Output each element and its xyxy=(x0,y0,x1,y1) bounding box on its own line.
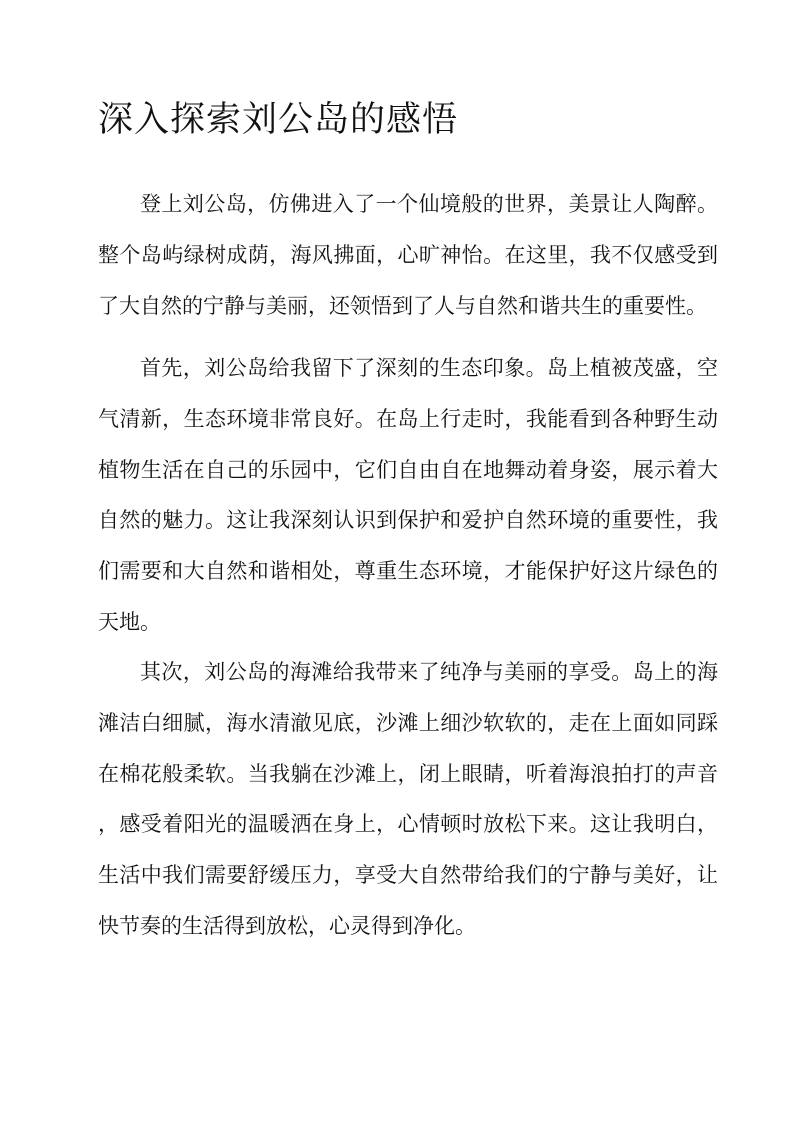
text-line: 生活中我们需要舒缓压力，享受大自然带给我们的宁静与美好，让 xyxy=(98,863,718,888)
text-line: ，感受着阳光的温暖洒在身上，心情顿时放松下来。这让我明白， xyxy=(98,812,718,837)
text-line: 天地。 xyxy=(98,609,161,634)
text-line: 快节奏的生活得到放松，心灵得到净化。 xyxy=(98,913,476,938)
text-line: 植物生活在自己的乐园中，它们自由自在地舞动着身姿，展示着大 xyxy=(98,457,718,482)
text-line: 整个岛屿绿树成荫，海风拂面，心旷神怡。在这里，我不仅感受到 xyxy=(98,242,718,267)
text-line: 滩洁白细腻，海水清澈见底，沙滩上细沙软软的，走在上面如同踩 xyxy=(98,710,718,735)
text-line: 登上刘公岛，仿佛进入了一个仙境般的世界，美景让人陶醉。 xyxy=(140,192,718,216)
document-title: 深入探索刘公岛的感悟 xyxy=(98,100,459,140)
text-line: 自然的魅力。这让我深刻认识到保护和爱护自然环境的重要性，我 xyxy=(98,508,718,533)
paragraph-1 xyxy=(98,186,718,338)
paragraph-3 xyxy=(98,654,718,959)
text-line: 首先，刘公岛给我留下了深刻的生态印象。岛上植被茂盛，空 xyxy=(140,356,718,380)
paragraph-2 xyxy=(98,350,718,655)
text-line: 了大自然的宁静与美丽，还领悟到了人与自然和谐共生的重要性。 xyxy=(98,293,707,318)
text-line: 在棉花般柔软。当我躺在沙滩上，闭上眼睛，听着海浪拍打的声音 xyxy=(98,761,718,786)
text-line: 们需要和大自然和谐相处，尊重生态环境，才能保护好这片绿色的 xyxy=(98,559,718,584)
text-line: 气清新，生态环境非常良好。在岛上行走时，我能看到各种野生动 xyxy=(98,406,718,431)
text-line: 其次，刘公岛的海滩给我带来了纯净与美丽的享受。岛上的海 xyxy=(140,660,718,684)
